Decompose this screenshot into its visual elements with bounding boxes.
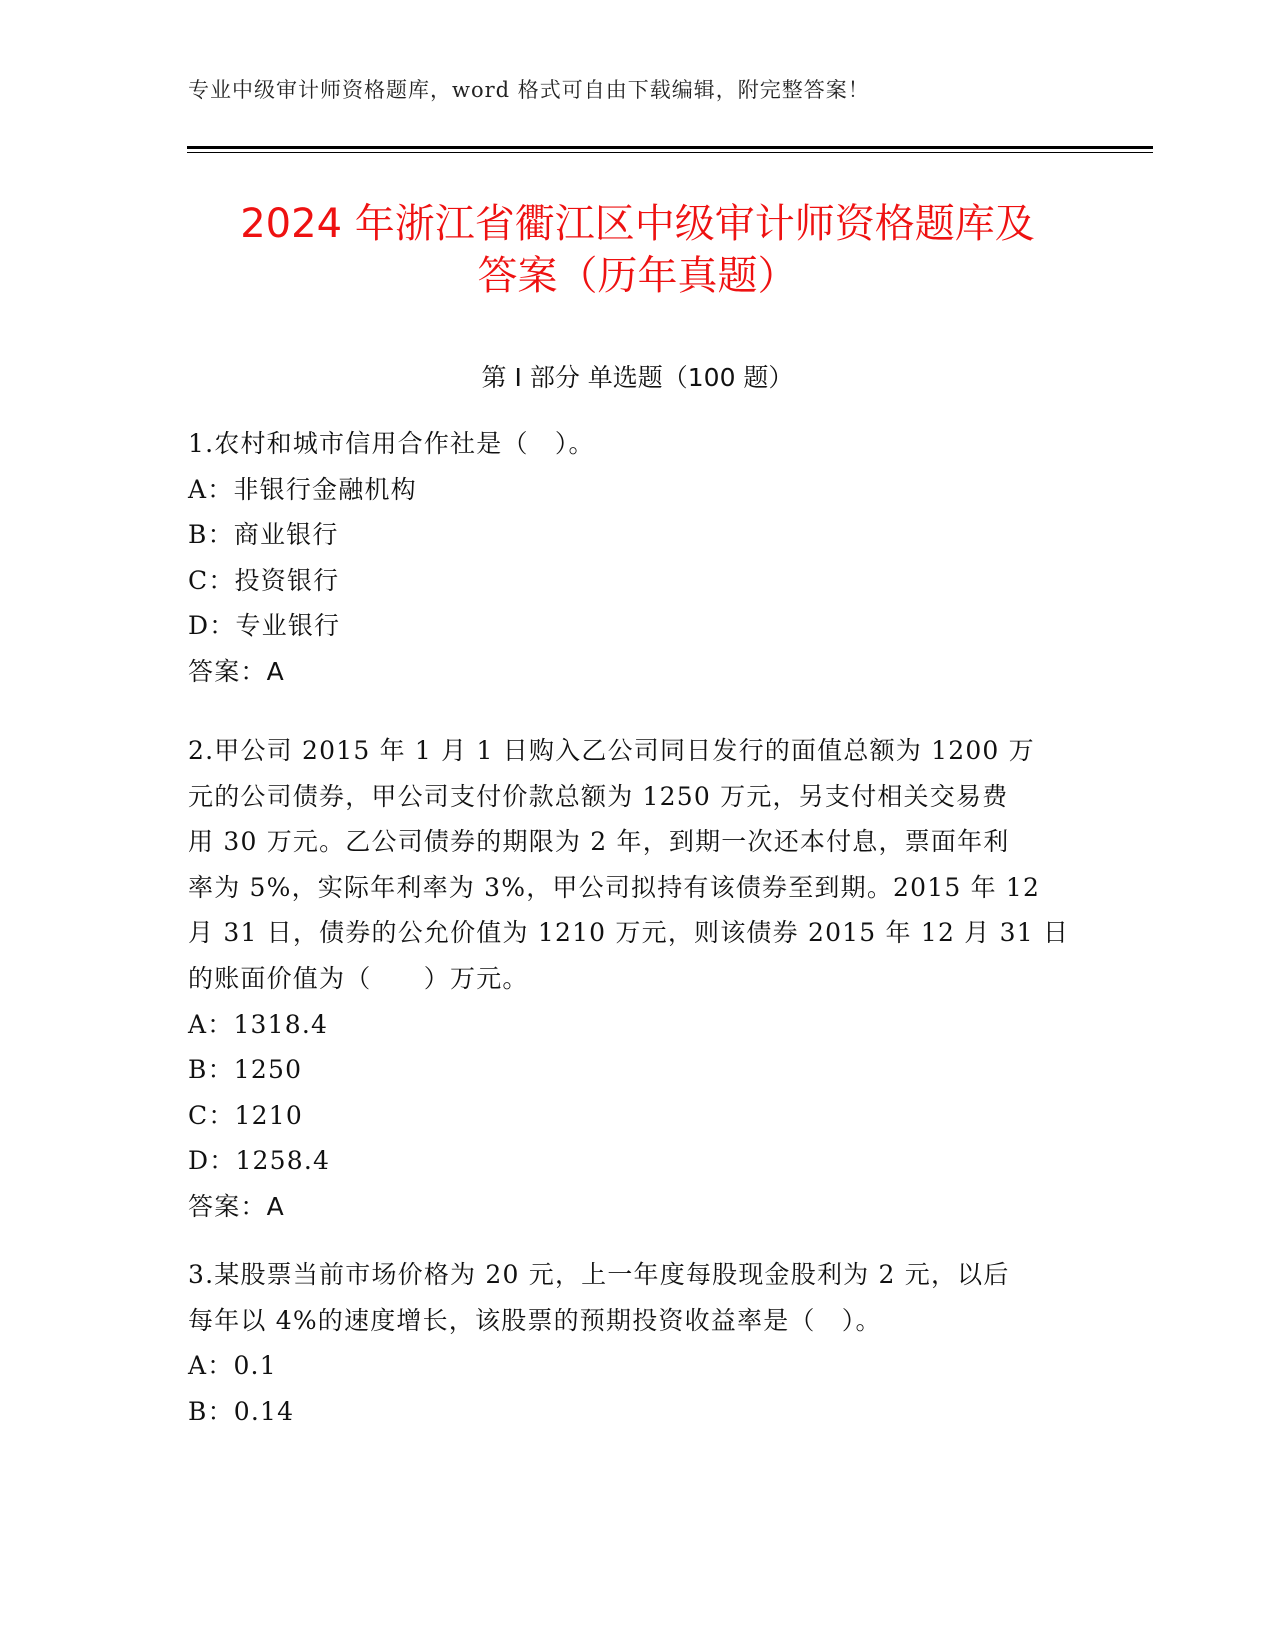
question-1 (188, 421, 1078, 695)
header-note: 专业中级审计师资格题库，word 格式可自由下载编辑，附完整答案！ (188, 78, 870, 102)
title-line-1: 2024 年浙江省衢江区中级审计师资格题库及 (240, 201, 1035, 247)
option-b: B：0.14 (188, 1396, 295, 1426)
option-c: C：投资银行 (188, 565, 340, 595)
question-stem (188, 728, 1078, 1002)
question-stem (188, 1252, 1078, 1343)
option-a: A：非银行金融机构 (188, 474, 417, 504)
title-line-2: 答案（历年真题） (477, 253, 798, 299)
document-title (150, 198, 1125, 302)
option-b: B：1250 (188, 1055, 303, 1085)
header-rule-thick (187, 146, 1153, 149)
question-stem (188, 421, 1078, 467)
question-3 (188, 1252, 1078, 1434)
option-d: D：1258.4 (188, 1146, 331, 1176)
option-b: B：商业银行 (188, 520, 339, 550)
stem-line: 率为 5%，实际年利率为 3%，甲公司拟持有该债券至到期。2015 年 12 (188, 872, 1041, 902)
answer: 答案：A (188, 656, 285, 686)
section-heading: 第 I 部分 单选题（100 题） (481, 363, 794, 392)
stem-line: 的账面价值为（ ）万元。 (188, 963, 529, 993)
stem-line: 2.甲公司 2015 年 1 月 1 日购入乙公司同日发行的面值总额为 1200 万 (188, 736, 1035, 765)
option-c: C：1210 (188, 1100, 303, 1130)
option-d: D：专业银行 (188, 611, 341, 641)
option-a: A：0.1 (188, 1351, 277, 1381)
stem-line: 每年以 4%的速度增长，该股票的预期投资收益率是（ ）。 (188, 1305, 882, 1335)
stem-line: 3.某股票当前市场价格为 20 元，上一年度每股现金股利为 2 元，以后 (188, 1260, 1010, 1289)
option-a: A：1318.4 (188, 1009, 329, 1039)
stem-line: 用 30 万元。乙公司债券的期限为 2 年，到期一次还本付息，票面年利 (188, 827, 1010, 857)
stem-line: 月 31 日，债券的公允价值为 1210 万元，则该债券 2015 年 12 月 31 日 (188, 918, 1070, 948)
question-2 (188, 728, 1078, 1230)
answer: 答案：A (188, 1191, 285, 1221)
header-rule-thin (187, 152, 1153, 153)
stem-line: 元的公司债券，甲公司支付价款总额为 1250 万元，另支付相关交易费 (188, 781, 1009, 811)
stem-line: 1.农村和城市信用合作社是（ ）。 (188, 429, 595, 458)
